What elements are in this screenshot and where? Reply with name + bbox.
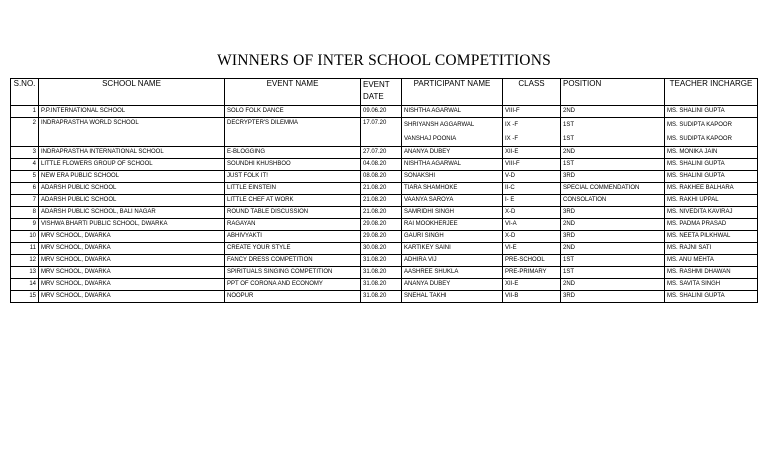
table-row: [11, 171, 758, 183]
table-row: [11, 195, 758, 207]
cell-event: NOOPUR: [225, 291, 361, 303]
cell-position: [561, 118, 665, 147]
cell-school: MRV SCHOOL, DWARKA: [39, 279, 225, 291]
cell-school: INDRAPRASTHA INTERNATIONAL SCHOOL: [39, 147, 225, 159]
cell-sno: 6: [11, 183, 39, 195]
cell-sno: 2: [11, 118, 39, 147]
cell-participant: SAMRIDHI SINGH: [402, 207, 503, 219]
cell-teacher: MS. SHALINI GUPTA: [665, 291, 758, 303]
cell-participant: TIARA SHAMHOKE: [402, 183, 503, 195]
cell-school: ADARSH PUBLIC SCHOOL: [39, 195, 225, 207]
cell-date: 31.08.20: [361, 267, 402, 279]
header-date-label: EVENT DATE: [363, 80, 390, 101]
cell-event: LITTLE CHEF AT WORK: [225, 195, 361, 207]
cell-sno: 14: [11, 279, 39, 291]
winners-table: [10, 78, 758, 303]
cell-position: 1ST: [561, 255, 665, 267]
cell-sno: 4: [11, 159, 39, 171]
cell-date: 21.08.20: [361, 195, 402, 207]
cell-class: VIII-F: [503, 159, 561, 171]
table-row: [11, 267, 758, 279]
cell-school: MRV SCHOOL, DWARKA: [39, 267, 225, 279]
cell-school: P.P.INTERNATIONAL SCHOOL: [39, 106, 225, 118]
cell-event: LITTLE EINSTEIN: [225, 183, 361, 195]
cell-class: PRE-SCHOOL: [503, 255, 561, 267]
cell-participant: ANANYA DUBEY: [402, 279, 503, 291]
table-row: [11, 255, 758, 267]
cell-teacher-value: MS. SUDIPTA KAPOOR: [667, 122, 732, 128]
cell-date: 31.08.20: [361, 255, 402, 267]
cell-participant: NISHTHA AGARWAL: [402, 159, 503, 171]
cell-date: 29.08.20: [361, 231, 402, 243]
cell-participant: ADHIRA VIJ: [402, 255, 503, 267]
cell-sno: 15: [11, 291, 39, 303]
header-row: [11, 79, 758, 106]
header-participant: PARTICIPANT NAME: [402, 79, 503, 106]
cell-sno: 10: [11, 231, 39, 243]
cell-class: VI-E: [503, 243, 561, 255]
header-date: [361, 79, 402, 106]
cell-sno: 13: [11, 267, 39, 279]
cell-participant: SNEHAL TAKHI: [402, 291, 503, 303]
cell-position: 3RD: [561, 231, 665, 243]
cell-class: VIII-F: [503, 106, 561, 118]
cell-participant: AASHREE SHUKLA: [402, 267, 503, 279]
cell-class: XII-E: [503, 279, 561, 291]
cell-teacher: MS. NIVEDITA KAVIRAJ: [665, 207, 758, 219]
cell-class: V-D: [503, 171, 561, 183]
cell-class-value: IX -F: [505, 122, 518, 128]
document-title: WINNERS OF INTER SCHOOL COMPETITIONS: [217, 52, 551, 69]
cell-position: 2ND: [561, 147, 665, 159]
header-event: EVENT NAME: [225, 79, 361, 106]
cell-participant: ANANYA DUBEY: [402, 147, 503, 159]
cell-school: MRV SCHOOL, DWARKA: [39, 255, 225, 267]
cell-class: PRE-PRIMARY: [503, 267, 561, 279]
cell-teacher: MS. RAJNI SATI: [665, 243, 758, 255]
table-row: [11, 183, 758, 195]
cell-sno: 9: [11, 219, 39, 231]
cell-date: 29.08.20: [361, 219, 402, 231]
cell-event: ROUND TABLE DISCUSSION: [225, 207, 361, 219]
cell-school: INDRAPRASTHA WORLD SCHOOL: [39, 118, 225, 147]
cell-event: SOUNDHI KHUSHBOO: [225, 159, 361, 171]
cell-participant: [402, 118, 503, 147]
cell-teacher: MS. SHALINI GUPTA: [665, 171, 758, 183]
cell-participant-value: SHRIYANSH AGGARWAL: [404, 122, 475, 128]
cell-school: LITTLE FLOWERS GROUP OF SCHOOL: [39, 159, 225, 171]
cell-sno: 1: [11, 106, 39, 118]
cell-teacher: MS. SAVITA SINGH: [665, 279, 758, 291]
cell-class: I- E: [503, 195, 561, 207]
cell-date: 17.07.20: [361, 118, 402, 147]
cell-class: II-C: [503, 183, 561, 195]
cell-position2-value: 1ST: [563, 136, 575, 142]
cell-school: NEW ERA PUBLIC SCHOOL: [39, 171, 225, 183]
cell-teacher: MS. MONIKA JAIN: [665, 147, 758, 159]
cell-position: 2ND: [561, 106, 665, 118]
cell-school: MRV SCHOOL, DWARKA: [39, 243, 225, 255]
cell-date: 09.06.20: [361, 106, 402, 118]
cell-participant: RAI MOOKHERJEE: [402, 219, 503, 231]
cell-sno: 5: [11, 171, 39, 183]
cell-position: 1ST: [561, 159, 665, 171]
cell-event: JUST FOLK IT!: [225, 171, 361, 183]
cell-sno: 12: [11, 255, 39, 267]
cell-event: SOLO FOLK DANCE: [225, 106, 361, 118]
cell-event: E-BLOGGING: [225, 147, 361, 159]
cell-school: MRV SCHOOL, DWARKA: [39, 231, 225, 243]
header-class: CLASS: [503, 79, 561, 106]
cell-event: SPIRITUALS SINGING COMPETITION: [225, 267, 361, 279]
cell-sno: 11: [11, 243, 39, 255]
cell-participant: GAURI SINGH: [402, 231, 503, 243]
table-row: [11, 118, 758, 147]
cell-sno: 7: [11, 195, 39, 207]
cell-position: 3RD: [561, 207, 665, 219]
cell-date: 04.08.20: [361, 159, 402, 171]
header-school: SCHOOL NAME: [39, 79, 225, 106]
cell-position: 3RD: [561, 171, 665, 183]
cell-event: PPT OF CORONA AND ECONOMY: [225, 279, 361, 291]
cell-date: 21.08.20: [361, 207, 402, 219]
table-row: [11, 159, 758, 171]
cell-class: [503, 118, 561, 147]
cell-class: VII-B: [503, 291, 561, 303]
table-row: [11, 279, 758, 291]
cell-teacher: MS. RAKHI UPPAL: [665, 195, 758, 207]
table-row: [11, 207, 758, 219]
cell-event: DECRYPTER'S DILEMMA: [225, 118, 361, 147]
table-row: [11, 243, 758, 255]
cell-school: MRV SCHOOL, DWARKA: [39, 291, 225, 303]
cell-position: CONSOLATION: [561, 195, 665, 207]
cell-teacher: MS. SHALINI GUPTA: [665, 106, 758, 118]
cell-participant2-value: VANSHAJ POONIA: [404, 136, 457, 142]
cell-class: XII-E: [503, 147, 561, 159]
header-sno: S.NO.: [11, 79, 39, 106]
cell-teacher: MS. RASHMI DHAWAN: [665, 267, 758, 279]
cell-class: VI-A: [503, 219, 561, 231]
cell-position: 2ND: [561, 243, 665, 255]
cell-teacher: MS. ANU MEHTA: [665, 255, 758, 267]
cell-school: ADARSH PUBLIC SCHOOL: [39, 183, 225, 195]
cell-event: CREATE YOUR STYLE: [225, 243, 361, 255]
table-row: [11, 291, 758, 303]
cell-class: X-D: [503, 207, 561, 219]
cell-teacher: MS. PADMA PRASAD: [665, 219, 758, 231]
cell-sno: 3: [11, 147, 39, 159]
cell-date: 27.07.20: [361, 147, 402, 159]
cell-position: 2ND: [561, 219, 665, 231]
cell-date: 31.08.20: [361, 291, 402, 303]
cell-position: 1ST: [561, 267, 665, 279]
header-position: POSITION: [561, 79, 665, 106]
table-row: [11, 106, 758, 118]
cell-teacher2-value: MS. SUDIPTA KAPOOR: [667, 136, 732, 142]
cell-participant: NISHTHA AGARWAL: [402, 106, 503, 118]
cell-event: FANCY DRESS COMPETITION: [225, 255, 361, 267]
cell-date: 21.08.20: [361, 183, 402, 195]
cell-participant: KARTIKEY SAINI: [402, 243, 503, 255]
cell-participant: SONAKSHI: [402, 171, 503, 183]
cell-event: ABHIVYAKTI: [225, 231, 361, 243]
table-row: [11, 219, 758, 231]
cell-position: SPECIAL COMMENDATION: [561, 183, 665, 195]
cell-teacher: MS. SHALINI GUPTA: [665, 159, 758, 171]
cell-date: 31.08.20: [361, 279, 402, 291]
cell-teacher: MS. NEETA PILKHWAL: [665, 231, 758, 243]
table-row: [11, 147, 758, 159]
cell-teacher: MS. RAKHEE BALHARA: [665, 183, 758, 195]
cell-date: 08.08.20: [361, 171, 402, 183]
cell-sno: 8: [11, 207, 39, 219]
cell-position: 2ND: [561, 279, 665, 291]
cell-school: VISHWA BHARTI PUBLIC SCHOOL, DWARKA: [39, 219, 225, 231]
header-teacher: TEACHER INCHARGE: [665, 79, 758, 106]
cell-school: ADARSH PUBLIC SCHOOL, BALI NAGAR: [39, 207, 225, 219]
cell-teacher: [665, 118, 758, 147]
cell-class: X-D: [503, 231, 561, 243]
cell-event: RAGAYAN: [225, 219, 361, 231]
cell-participant: VAANYA SAROYA: [402, 195, 503, 207]
cell-class2-value: IX -F: [505, 136, 518, 142]
cell-position: 3RD: [561, 291, 665, 303]
cell-position-value: 1ST: [563, 122, 575, 128]
cell-date: 30.08.20: [361, 243, 402, 255]
table-row: [11, 231, 758, 243]
